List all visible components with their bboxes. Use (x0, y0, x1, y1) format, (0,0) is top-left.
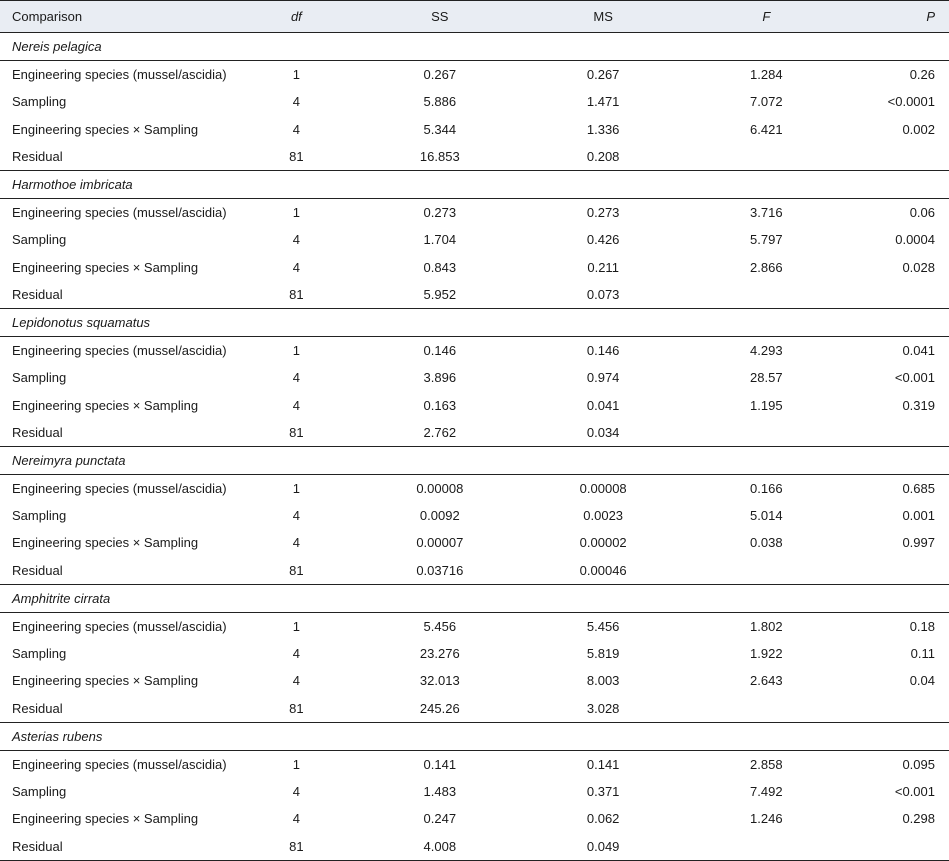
ms-cell: 0.208 (521, 143, 684, 171)
comparison-cell: Sampling (12, 370, 67, 386)
comparison-cell: Sampling (12, 94, 67, 110)
f-cell: 3.716 (685, 199, 848, 227)
ss-cell: 0.00008 (358, 475, 521, 503)
df-cell: 81 (235, 143, 359, 171)
comparison-cell: Engineering species × Sampling (12, 121, 199, 137)
df-cell: 1 (235, 750, 359, 778)
table-row (0, 750, 949, 778)
df-cell: 1 (235, 199, 359, 227)
p-cell: 0.319 (902, 397, 935, 413)
comparison-cell: Engineering species × Sampling (12, 535, 199, 551)
comparison-cell: Engineering species (mussel/ascidia) (0, 61, 235, 89)
p-cell: 0.028 (902, 259, 935, 275)
comparison-cell: Engineering species (mussel/ascidia) (0, 612, 235, 640)
f-cell: 1.195 (750, 397, 783, 413)
ss-cell: 23.276 (419, 646, 460, 662)
f-cell: 1.922 (750, 646, 783, 662)
df-cell: 1 (235, 61, 359, 89)
ss-cell: 0.267 (358, 61, 521, 89)
table-header (0, 1, 949, 33)
p-cell: 0.298 (902, 811, 935, 827)
ms-cell: 0.00008 (521, 475, 684, 503)
f-cell (685, 557, 848, 585)
p-cell: <0.001 (894, 370, 935, 386)
ms-cell: 5.456 (521, 612, 684, 640)
comparison-cell: Engineering species (mussel/ascidia) (0, 750, 235, 778)
species-section-row (0, 308, 949, 336)
p-cell: 0.0004 (895, 232, 935, 248)
header-comparison: Comparison (0, 1, 235, 33)
species-section-row (0, 170, 949, 198)
ms-cell: 0.034 (521, 419, 684, 447)
table-row (0, 667, 949, 694)
ss-cell: 0.247 (423, 811, 457, 827)
df-cell: 4 (292, 370, 300, 386)
ms-cell: 0.146 (521, 337, 684, 365)
ss-cell: 1.483 (423, 784, 457, 800)
df-cell: 4 (292, 811, 300, 827)
f-cell: 5.797 (750, 232, 783, 248)
p-cell: 0.04 (909, 673, 935, 689)
f-cell (685, 695, 848, 723)
p-cell: 0.997 (902, 535, 935, 551)
df-cell: 4 (292, 784, 300, 800)
p-cell (848, 419, 949, 447)
f-cell: 0.166 (685, 475, 848, 503)
ss-cell: 5.344 (423, 121, 457, 137)
f-cell: 0.038 (750, 535, 783, 551)
df-cell: 81 (235, 832, 359, 860)
table-row (0, 640, 949, 667)
comparison-cell: Residual (0, 832, 235, 860)
f-cell: 2.866 (750, 259, 783, 275)
p-cell: 0.26 (848, 61, 949, 89)
ms-cell: 0.00002 (579, 535, 627, 551)
header-df: df (235, 1, 359, 33)
ss-cell: 0.163 (423, 397, 457, 413)
species-section-row (0, 722, 949, 750)
df-cell: 4 (292, 397, 300, 413)
table-row (0, 226, 949, 253)
comparison-cell: Engineering species (mussel/ascidia) (0, 475, 235, 503)
df-cell: 1 (235, 475, 359, 503)
df-cell: 4 (292, 646, 300, 662)
species-name: Nereis pelagica (0, 33, 949, 61)
df-cell: 81 (235, 695, 359, 723)
table-row (0, 281, 949, 309)
ms-cell: 0.049 (521, 832, 684, 860)
f-cell: 1.802 (685, 612, 848, 640)
comparison-cell: Engineering species (mussel/ascidia) (0, 337, 235, 365)
p-cell (848, 143, 949, 171)
comparison-cell: Residual (0, 695, 235, 723)
species-name: Harmothoe imbricata (0, 170, 949, 198)
f-cell (685, 419, 848, 447)
comparison-cell: Residual (0, 281, 235, 309)
ss-cell: 0.00007 (416, 535, 464, 551)
table-row (0, 805, 949, 832)
species-name: Asterias rubens (0, 722, 949, 750)
p-cell (848, 281, 949, 309)
ms-cell: 0.062 (586, 811, 620, 827)
df-cell: 4 (292, 94, 300, 110)
ss-cell: 0.146 (358, 337, 521, 365)
df-cell: 1 (235, 337, 359, 365)
p-cell: 0.11 (910, 646, 935, 662)
f-cell: 5.014 (750, 508, 783, 524)
ss-cell: 2.762 (358, 419, 521, 447)
table-row (0, 419, 949, 447)
df-cell: 4 (292, 232, 300, 248)
ms-cell: 0.211 (587, 259, 619, 275)
table-row (0, 529, 949, 556)
p-cell: 0.041 (848, 337, 949, 365)
ss-cell: 0.0092 (419, 508, 460, 524)
ss-cell: 0.273 (358, 199, 521, 227)
ss-cell: 3.896 (423, 370, 457, 386)
species-name: Amphitrite cirrata (0, 584, 949, 612)
table-row (0, 364, 949, 391)
table-row (0, 199, 949, 227)
species-section-row (0, 584, 949, 612)
f-cell: 7.492 (750, 784, 783, 800)
f-cell: 2.643 (750, 673, 783, 689)
ss-cell: 0.843 (423, 259, 457, 275)
table-row (0, 612, 949, 640)
ms-cell: 0.041 (586, 397, 620, 413)
comparison-cell: Engineering species × Sampling (12, 259, 199, 275)
df-cell: 1 (235, 612, 359, 640)
ms-cell: 0.073 (521, 281, 684, 309)
p-cell: <0.001 (894, 784, 935, 800)
df-cell: 4 (292, 673, 300, 689)
table-row (0, 88, 949, 115)
p-cell: <0.0001 (887, 94, 935, 110)
species-section-row (0, 446, 949, 474)
comparison-cell: Sampling (12, 646, 67, 662)
species-section-row (0, 33, 949, 61)
df-cell: 4 (292, 121, 300, 137)
species-name: Nereimyra punctata (0, 446, 949, 474)
header-ss: SS (358, 1, 521, 33)
ms-cell: 0.00046 (521, 557, 684, 585)
f-cell: 6.421 (750, 121, 783, 137)
ss-cell: 5.952 (358, 281, 521, 309)
ms-cell: 3.028 (521, 695, 684, 723)
ss-cell: 0.03716 (358, 557, 521, 585)
ss-cell: 0.141 (358, 750, 521, 778)
header-row (0, 1, 949, 33)
table-row (0, 337, 949, 365)
f-cell: 28.57 (750, 370, 783, 386)
ms-cell: 0.273 (521, 199, 684, 227)
comparison-cell: Sampling (12, 232, 67, 248)
comparison-cell: Sampling (12, 508, 67, 524)
header-p: P (848, 1, 949, 33)
table-row (0, 557, 949, 585)
table-row (0, 391, 949, 418)
ss-cell: 1.704 (423, 232, 457, 248)
f-cell: 2.858 (685, 750, 848, 778)
p-cell: 0.685 (848, 475, 949, 503)
p-cell: 0.001 (902, 508, 935, 524)
table-row (0, 475, 949, 503)
comparison-cell: Residual (0, 557, 235, 585)
ms-cell: 0.974 (586, 370, 620, 386)
comparison-cell: Engineering species × Sampling (12, 673, 199, 689)
table-row (0, 143, 949, 171)
f-cell (685, 281, 848, 309)
ms-cell: 8.003 (586, 673, 620, 689)
ms-cell: 0.141 (521, 750, 684, 778)
table-row (0, 695, 949, 723)
df-cell: 4 (292, 508, 300, 524)
p-cell: 0.095 (848, 750, 949, 778)
ms-cell: 0.267 (521, 61, 684, 89)
header-ms: MS (521, 1, 684, 33)
species-name: Lepidonotus squamatus (0, 308, 949, 336)
ss-cell: 5.456 (358, 612, 521, 640)
ms-cell: 0.371 (586, 784, 620, 800)
f-cell (685, 143, 848, 171)
table-row (0, 502, 949, 529)
df-cell: 81 (235, 419, 359, 447)
ss-cell: 5.886 (423, 94, 457, 110)
p-cell: 0.18 (848, 612, 949, 640)
comparison-cell: Engineering species (mussel/ascidia) (0, 199, 235, 227)
df-cell: 4 (292, 259, 300, 275)
p-cell: 0.002 (902, 121, 935, 137)
comparison-cell: Sampling (12, 784, 67, 800)
ss-cell: 245.26 (358, 695, 521, 723)
comparison-cell: Engineering species × Sampling (12, 397, 199, 413)
table-row (0, 61, 949, 89)
table-row (0, 778, 949, 805)
ms-cell: 5.819 (586, 646, 620, 662)
comparison-cell: Residual (0, 419, 235, 447)
p-cell: 0.06 (848, 199, 949, 227)
table-row (0, 254, 949, 281)
df-cell: 81 (235, 281, 359, 309)
comparison-cell: Residual (0, 143, 235, 171)
ss-cell: 16.853 (358, 143, 521, 171)
df-cell: 4 (292, 535, 300, 551)
comparison-cell: Engineering species × Sampling (12, 811, 199, 827)
ms-cell: 0.426 (586, 232, 620, 248)
f-cell: 7.072 (750, 94, 783, 110)
f-cell: 1.284 (685, 61, 848, 89)
df-cell: 81 (235, 557, 359, 585)
table-row (0, 116, 949, 143)
ss-cell: 32.013 (419, 673, 460, 689)
ms-cell: 1.471 (586, 94, 620, 110)
p-cell (848, 695, 949, 723)
f-cell: 4.293 (685, 337, 848, 365)
ms-cell: 1.336 (586, 121, 620, 137)
f-cell: 1.246 (750, 811, 783, 827)
table-body (0, 33, 949, 861)
ss-cell: 4.008 (358, 832, 521, 860)
p-cell (848, 557, 949, 585)
header-f: F (685, 1, 848, 33)
ms-cell: 0.0023 (583, 508, 624, 524)
